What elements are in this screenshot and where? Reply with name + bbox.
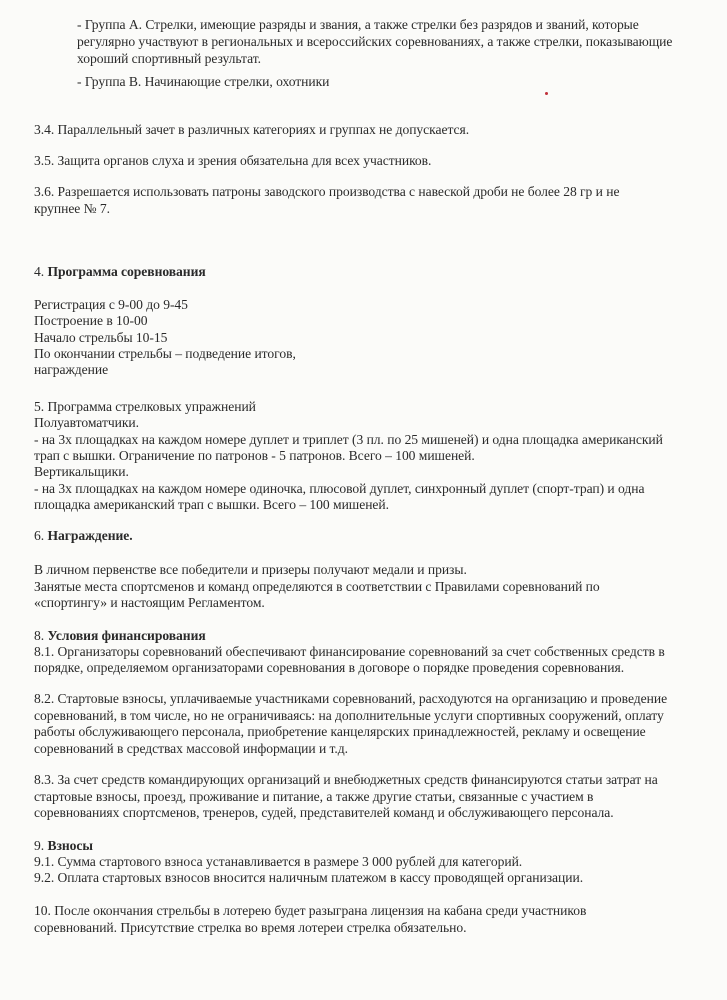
section-6-line: Занятые места спортсменов и команд определяются в соответствии с Правилами соревнований по xyxy=(34,579,600,594)
clause-3-6-line-2: крупнее № 7. xyxy=(34,201,110,216)
section-9-number: 9. xyxy=(34,838,45,853)
ink-mark xyxy=(545,92,548,95)
section-5-line: Вертикальщики. xyxy=(34,464,129,479)
section-9-line: 9.1. Сумма стартового взноса устанавливается в размере 3 000 рублей для категорий. xyxy=(34,854,523,869)
section-8-title: Условия финансирования xyxy=(47,628,206,643)
group-b-line: - Группа В. Начинающие стрелки, охотники xyxy=(77,74,330,89)
clause-8-2-line: соревнований в средствах массовой информации и т.д. xyxy=(34,741,348,756)
clause-8-3-line: стартовые взносы, проезд, проживание и питание, а также другие статьи, связанные с участием в xyxy=(34,789,594,804)
section-6-number: 6. xyxy=(34,528,45,543)
section-5-line: - на 3х площадках на каждом номере одиночка, плюсовой дуплет, синхронный дуплет (спорт-трап) и одна xyxy=(34,481,645,496)
section-5-line: - на 3х площадках на каждом номере дуплет и триплет (3 пл. по 25 мишеней) и одна площадка американский xyxy=(34,432,663,447)
schedule-line: Регистрация с 9-00 до 9-45 xyxy=(34,297,188,312)
section-6-heading xyxy=(34,528,133,544)
section-5-line: Полуавтоматчики. xyxy=(34,415,139,430)
section-10-line: 10. После окончания стрельбы в лотерею будет разыграна лицензия на кабана среди участников xyxy=(34,903,587,918)
section-10-line: соревнований. Присутствие стрелка во время лотереи стрелка обязательно. xyxy=(34,920,467,935)
schedule-line: Построение в 10-00 xyxy=(34,313,148,328)
section-4-heading xyxy=(34,264,206,280)
clause-8-2-line: 8.2. Стартовые взносы, уплачиваемые участниками соревнований, расходуются на организацию и проведение xyxy=(34,691,668,706)
clause-3-5: 3.5. Защита органов слуха и зрения обязательна для всех участников. xyxy=(34,153,432,168)
clause-8-2-line: соревнований, в том числе, но не ограничиваясь: на дополнительные услуги спортивных сооружений, оплату xyxy=(34,708,664,723)
group-a-line-1: - Группа А. Стрелки, имеющие разряды и звания, а также стрелки без разрядов и званий, которые xyxy=(77,17,639,32)
schedule-line: награждение xyxy=(34,362,109,377)
section-9-title: Взносы xyxy=(47,838,93,853)
schedule-line: Начало стрельбы 10-15 xyxy=(34,330,168,345)
group-a-line-3: хороший спортивный результат. xyxy=(77,51,261,66)
clause-8-1-line: 8.1. Организаторы соревнований обеспечивают финансирование соревнований за счет собственных средств в xyxy=(34,644,665,659)
section-8-number: 8. xyxy=(34,628,45,643)
schedule-line: По окончании стрельбы – подведение итогов, xyxy=(34,346,296,361)
section-6-title: Награждение. xyxy=(47,528,133,543)
section-9-heading xyxy=(34,838,93,854)
section-5-heading: 5. Программа стрелковых упражнений xyxy=(34,399,256,414)
clause-3-6-line-1: 3.6. Разрешается использовать патроны заводского производства с навеской дроби не более 28 гр и не xyxy=(34,184,620,199)
clause-8-1-line: порядке, определяемом организаторами соревнования в договоре о порядке проведения соревнования. xyxy=(34,660,625,675)
section-4-title: Программа соревнования xyxy=(47,264,206,279)
section-5-line: площадка американский трап с вышки. Всего – 100 мишеней. xyxy=(34,497,389,512)
clause-8-3-line: соревнованиях спортсменов, тренеров, судей, представителей команд и обслуживающего персонала. xyxy=(34,805,614,820)
section-6-line: «спортингу» и настоящим Регламентом. xyxy=(34,595,265,610)
section-8-heading xyxy=(34,628,206,644)
clause-8-2-line: работы обслуживающего персонала, приобретение канцелярских принадлежностей, рекламу и освещение xyxy=(34,724,646,739)
section-4-number: 4. xyxy=(34,264,45,279)
clause-3-4: 3.4. Параллельный зачет в различных категориях и группах не допускается. xyxy=(34,122,470,137)
section-9-line: 9.2. Оплата стартовых взносов вносится наличным платежом в кассу проводящей организации. xyxy=(34,870,584,885)
clause-8-3-line: 8.3. За счет средств командирующих организаций и внебюджетных средств финансируются статьи затрат на xyxy=(34,772,658,787)
section-6-line: В личном первенстве все победители и призеры получают медали и призы. xyxy=(34,562,467,577)
group-a-line-2: регулярно участвуют в региональных и всероссийских соревнованиях, а также стрелки, показывающие xyxy=(77,34,673,49)
section-5-line: трап с вышки. Ограничение по патронов - 5 патронов. Всего – 100 мишеней. xyxy=(34,448,475,463)
